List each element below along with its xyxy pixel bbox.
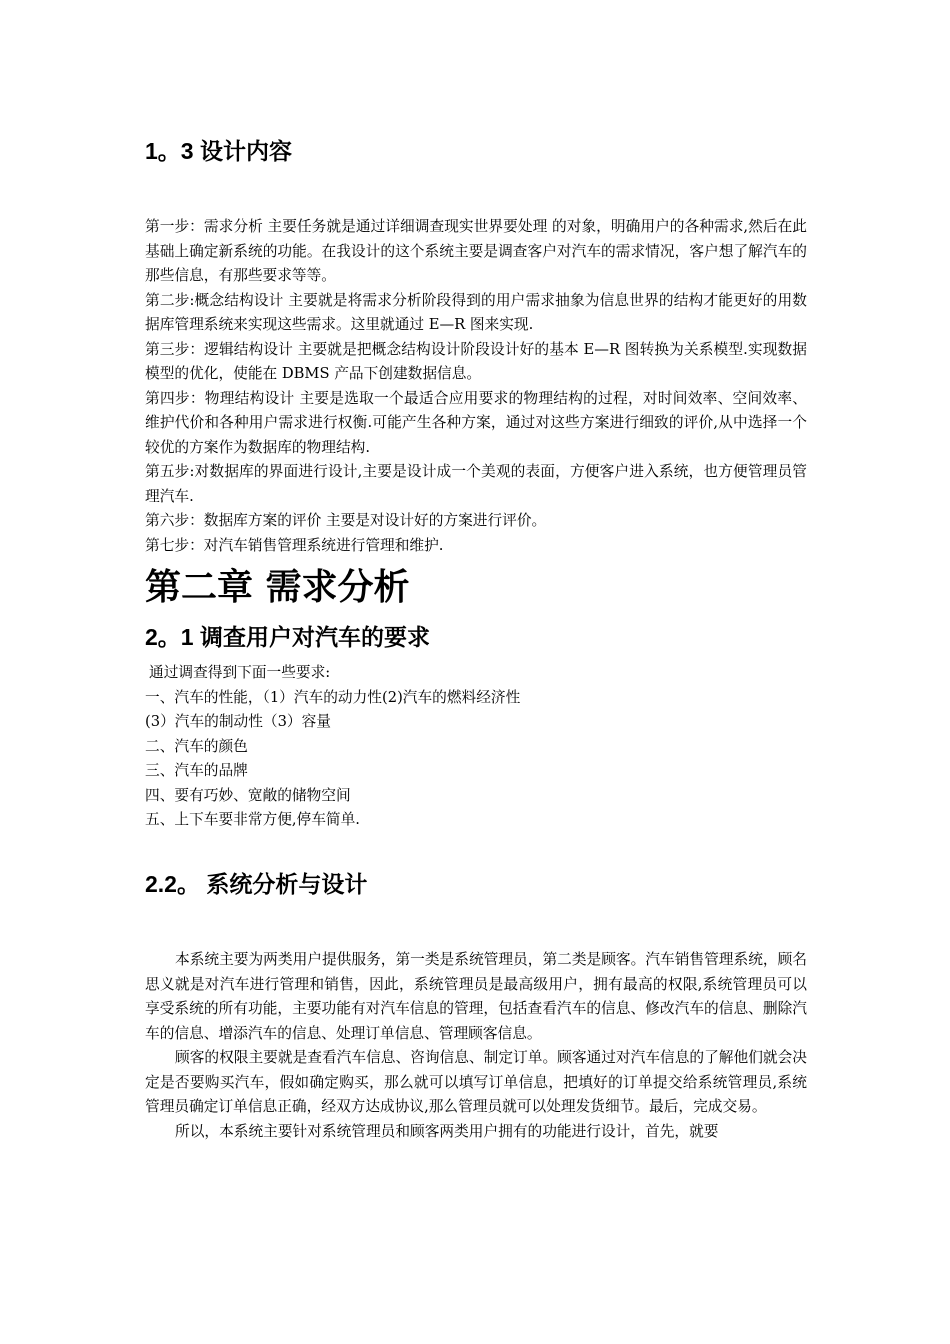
requirement-item: 一、汽车的性能，（1）汽车的动力性(2)汽车的燃料经济性 xyxy=(145,688,521,706)
step-2: 第二步:概念结构设计 主要就是将需求分析阶段得到的用户需求抽象为信息世界的结构才能更好的用数据库管理系统来实现这些需求。这里就通过 E—R 图来实现. xyxy=(145,291,807,333)
requirements-list xyxy=(145,661,807,833)
step-6: 第六步：数据库方案的评价 主要是对设计好的方案进行评价。 xyxy=(145,512,547,529)
chapter-title: 第二章 需求分析 xyxy=(145,567,410,608)
section-heading-1-3: 1。3 设计内容 xyxy=(145,138,292,164)
requirement-item: 五、上下车要非常方便,停车简单. xyxy=(145,811,360,828)
step-3: 第三步：逻辑结构设计 主要就是把概念结构设计阶段设计好的基本 E—R 图转换为关系模型.实现数据模型的优化，使能在 DBMS 产品下创建数据信息。 xyxy=(145,340,807,382)
requirement-item: 三、汽车的品牌 xyxy=(145,762,248,779)
step-4: 第四步：物理结构设计 主要是选取一个最适合应用要求的物理结构的过程，对时间效率、空间效率、维护代价和各种用户需求进行权衡.可能产生各种方案，通过对这些方案进行细致的评价,从中选择一个较优的方案作为数据库的物理结构. xyxy=(145,389,807,456)
step-7: 第七步：对汽车销售管理系统进行管理和维护. xyxy=(145,536,444,554)
section-heading-2-1: 2。1 调查用户对汽车的要求 xyxy=(145,624,430,650)
step-5: 第五步:对数据库的界面进行设计,主要是设计成一个美观的表面，方便客户进入系统，也方便管理员管理汽车. xyxy=(145,463,807,505)
analysis-paragraph-3: 所以，本系统主要针对系统管理员和顾客两类用户拥有的功能进行设计，首先，就要 xyxy=(175,1122,719,1140)
requirements-intro: 通过调查得到下面一些要求: xyxy=(149,664,331,681)
analysis-paragraph-2: 顾客的权限主要就是查看汽车信息、咨询信息、制定订单。顾客通过对汽车信息的了解他们就会决定是否要购买汽车，假如确定购买，那么就可以填写订单信息，把填好的订单提交给系统管理员,系统管理员确定订单信息正确，经双方达成协议,那么管理员就可以处理发货细节。最后，完成交易。 xyxy=(145,1049,807,1115)
system-analysis-text xyxy=(145,948,807,1144)
requirement-item: (3）汽车的制动性（3）容量 xyxy=(145,713,331,730)
section-heading-2-2: 2.2。 系统分析与设计 xyxy=(145,871,368,897)
requirement-item: 四、要有巧妙、宽敞的储物空间 xyxy=(145,786,351,804)
design-steps xyxy=(145,215,807,558)
step-1: 第一步：需求分析 主要任务就是通过详细调查现实世界要处理 的对象，明确用户的各种需求,然后在此基础上确定新系统的功能。在我设计的这个系统主要是调查客户对汽车的需求情况，客户想了解汽车的那些信息，有那些要求等等。 xyxy=(145,218,807,284)
analysis-paragraph-1: 本系统主要为两类用户提供服务，第一类是系统管理员，第二类是顾客。汽车销售管理系统，顾名思义就是对汽车进行管理和销售，因此，系统管理员是最高级用户，拥有最高的权限,系统管理员可以享受系统的所有功能，主要功能有对汽车信息的管理，包括查看汽车的信息、修改汽车的信息、删除汽车的信息、增添汽车的信息、处理订单信息、管理顾客信息。 xyxy=(145,951,807,1042)
requirement-item: 二、汽车的颜色 xyxy=(145,737,248,755)
